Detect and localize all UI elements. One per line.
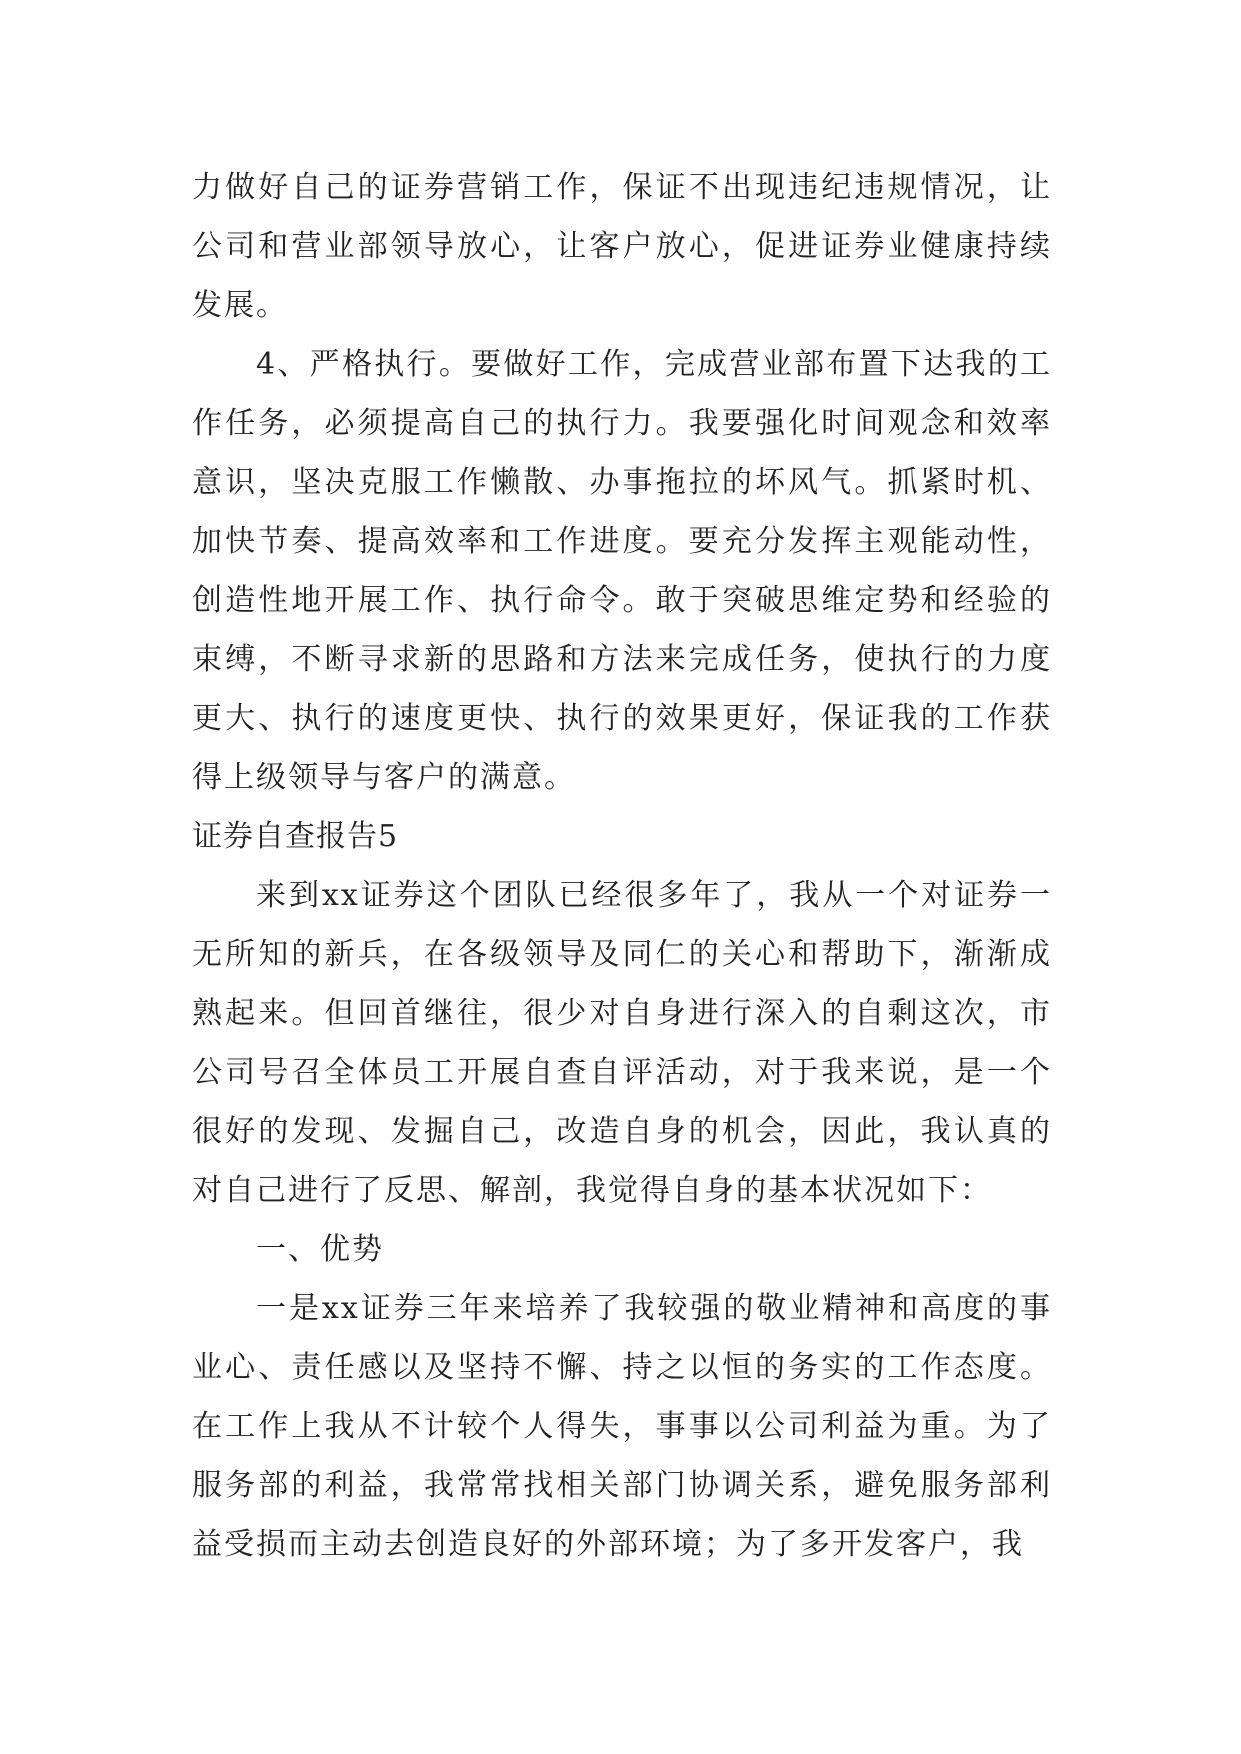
subheading-advantages: 一、优势	[256, 1232, 384, 1267]
paragraph-advantage-one: 一是xx证券三年来培养了我较强的敬业精神和高度的事业心、责任感以及坚持不懈、持之以恒的务实的工作态度。在工作上我从不计较个人得失，事事以公司利益为重。为了服务部的利益，我常常找相关部门协调关系，避免服务部利益受损而主动去创造良好的外部环境；为了多开发客户，我	[192, 1291, 1052, 1562]
paragraph-introduction: 来到xx证券这个团队已经很多年了，我从一个对证券一无所知的新兵，在各级领导及同仁的关心和帮助下，渐渐成熟起来。但回首继往，很少对自身进行深入的自剩这次，市公司号召全体员工开展自查自评活动，对于我来说，是一个很好的发现、发掘自己，改造自身的机会，因此，我认真的对自己进行了反思、解剖，我觉得自身的基本状况如下：	[192, 878, 1052, 1208]
document-body	[192, 158, 1052, 1574]
section-heading: 证券自查报告5	[192, 819, 399, 854]
paragraph-strict-execution: 4、严格执行。要做好工作，完成营业部布置下达我的工作任务，必须提高自己的执行力。我要强化时间观念和效率意识，坚决克服工作懒散、办事拖拉的坏风气。抓紧时机、加快节奏、提高效率和工作进度。要充分发挥主观能动性，创造性地开展工作、执行命令。敢于突破思维定势和经验的束缚，不断寻求新的思路和方法来完成任务，使执行的力度更大、执行的速度更快、执行的效果更好，保证我的工作获得上级领导与客户的满意。	[192, 347, 1052, 795]
paragraph-continuation: 力做好自己的证券营销工作，保证不出现违纪违规情况，让公司和营业部领导放心，让客户放心，促进证券业健康持续发展。	[192, 170, 1052, 323]
